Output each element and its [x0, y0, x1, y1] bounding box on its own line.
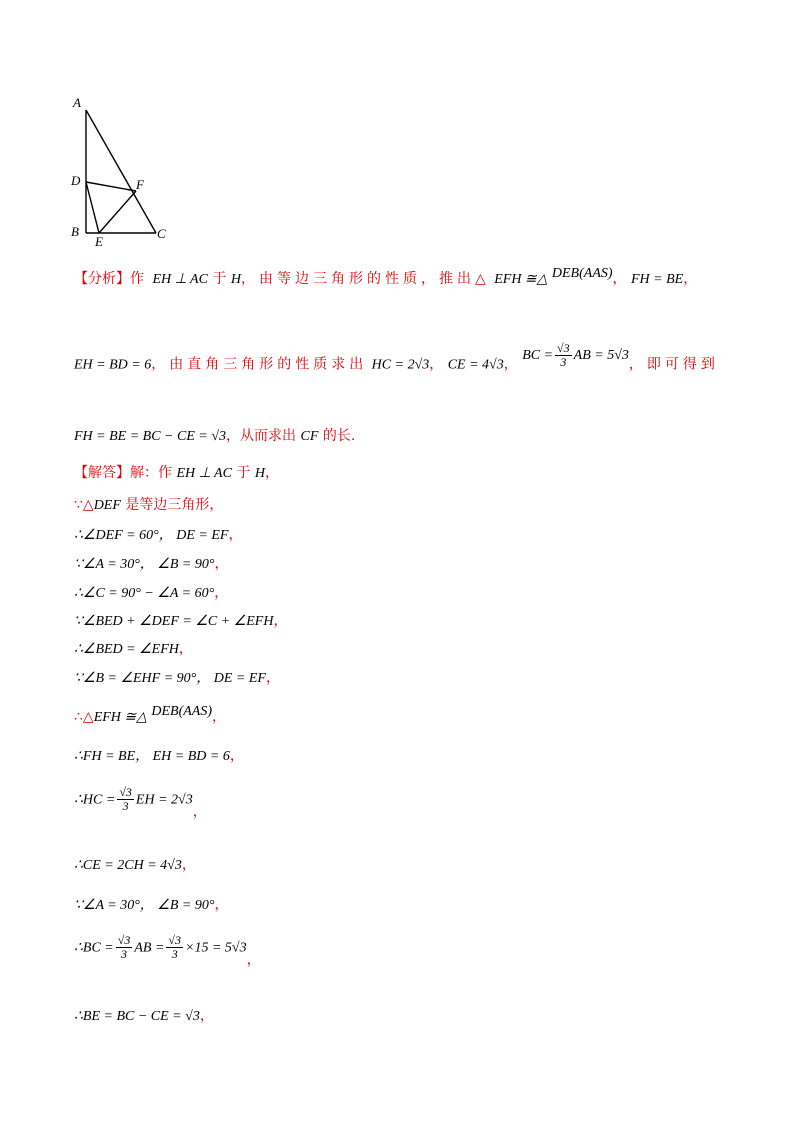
analysis-line-1: 【分析】作 EH ⊥ AC 于 H，由等边三角形的性质，推出△ EFH ≅△ DEB(AAS)， FH = BE， [74, 266, 698, 287]
solution-line-2: ∴∠DEF = 60°， DE = EF， [74, 527, 243, 543]
solution-line-9: ∴FH = BE， EH = BD = 6， [74, 748, 244, 764]
solution-line-8: ∴△EFH ≅△ DEB(AAS)， [74, 704, 227, 725]
point-label-a: A [73, 95, 81, 110]
point-label-e: E [95, 234, 103, 249]
point-label-c: C [157, 226, 166, 241]
solution-line-12: ∵∠A = 30°， ∠B = 90°， [74, 897, 229, 913]
solution-line-14: ∴BE = BC − CE = √3， [74, 1008, 214, 1024]
analysis-tag: 【分析】 [74, 271, 130, 287]
solution-line-10: ∴HC = $\frac{√3}{3}$ EH = 2√3， [74, 785, 207, 820]
point-label-d: D [71, 173, 81, 188]
solution-line-4: ∴∠C = 90° − ∠A = 60°， [74, 585, 229, 601]
solution-line-7: ∵∠B = ∠EHF = 90°， DE = EF， [74, 670, 280, 686]
analysis-line-3: FH = BE = BC − CE = √3，从而求出 CF 的长. [74, 428, 356, 444]
solution-tag: 【解答】 [74, 465, 130, 481]
triangle-figure [66, 92, 186, 252]
solution-line-1: ∵△DEF 是等边三角形， [74, 497, 224, 513]
point-label-b: B [71, 224, 79, 239]
analysis-line-2: EH = BD = 6，由直角三角形的性质求出 HC = 2√3， CE = 4√3， BC = $\frac{√3}{3}$ AB = 5√3，即可得到 [74, 341, 719, 373]
fraction: $\frac{√3}{3}$ [117, 933, 131, 961]
fraction: $\frac{√3}{3}$ [557, 341, 570, 369]
solution-line-3: ∵∠A = 30°， ∠B = 90°， [74, 556, 229, 572]
solution-line-6: ∴∠BED = ∠EFH， [74, 641, 193, 657]
solution-line-13: ∴BC = $\frac{√3}{3}$ AB = $\frac{√3}{3}$ ×15 = 5√3， [74, 933, 261, 968]
fraction: $\frac{√3}{3}$ [119, 785, 132, 813]
solution-line-11: ∴CE = 2CH = 4√3， [74, 857, 196, 873]
solution-line-5: ∵∠BED + ∠DEF = ∠C + ∠EFH， [74, 613, 288, 629]
point-label-f: F [136, 177, 144, 192]
fraction: $\frac{√3}{3}$ [168, 933, 181, 961]
solution-line-0: 【解答】解：作 EH ⊥ AC 于 H， [74, 465, 279, 481]
